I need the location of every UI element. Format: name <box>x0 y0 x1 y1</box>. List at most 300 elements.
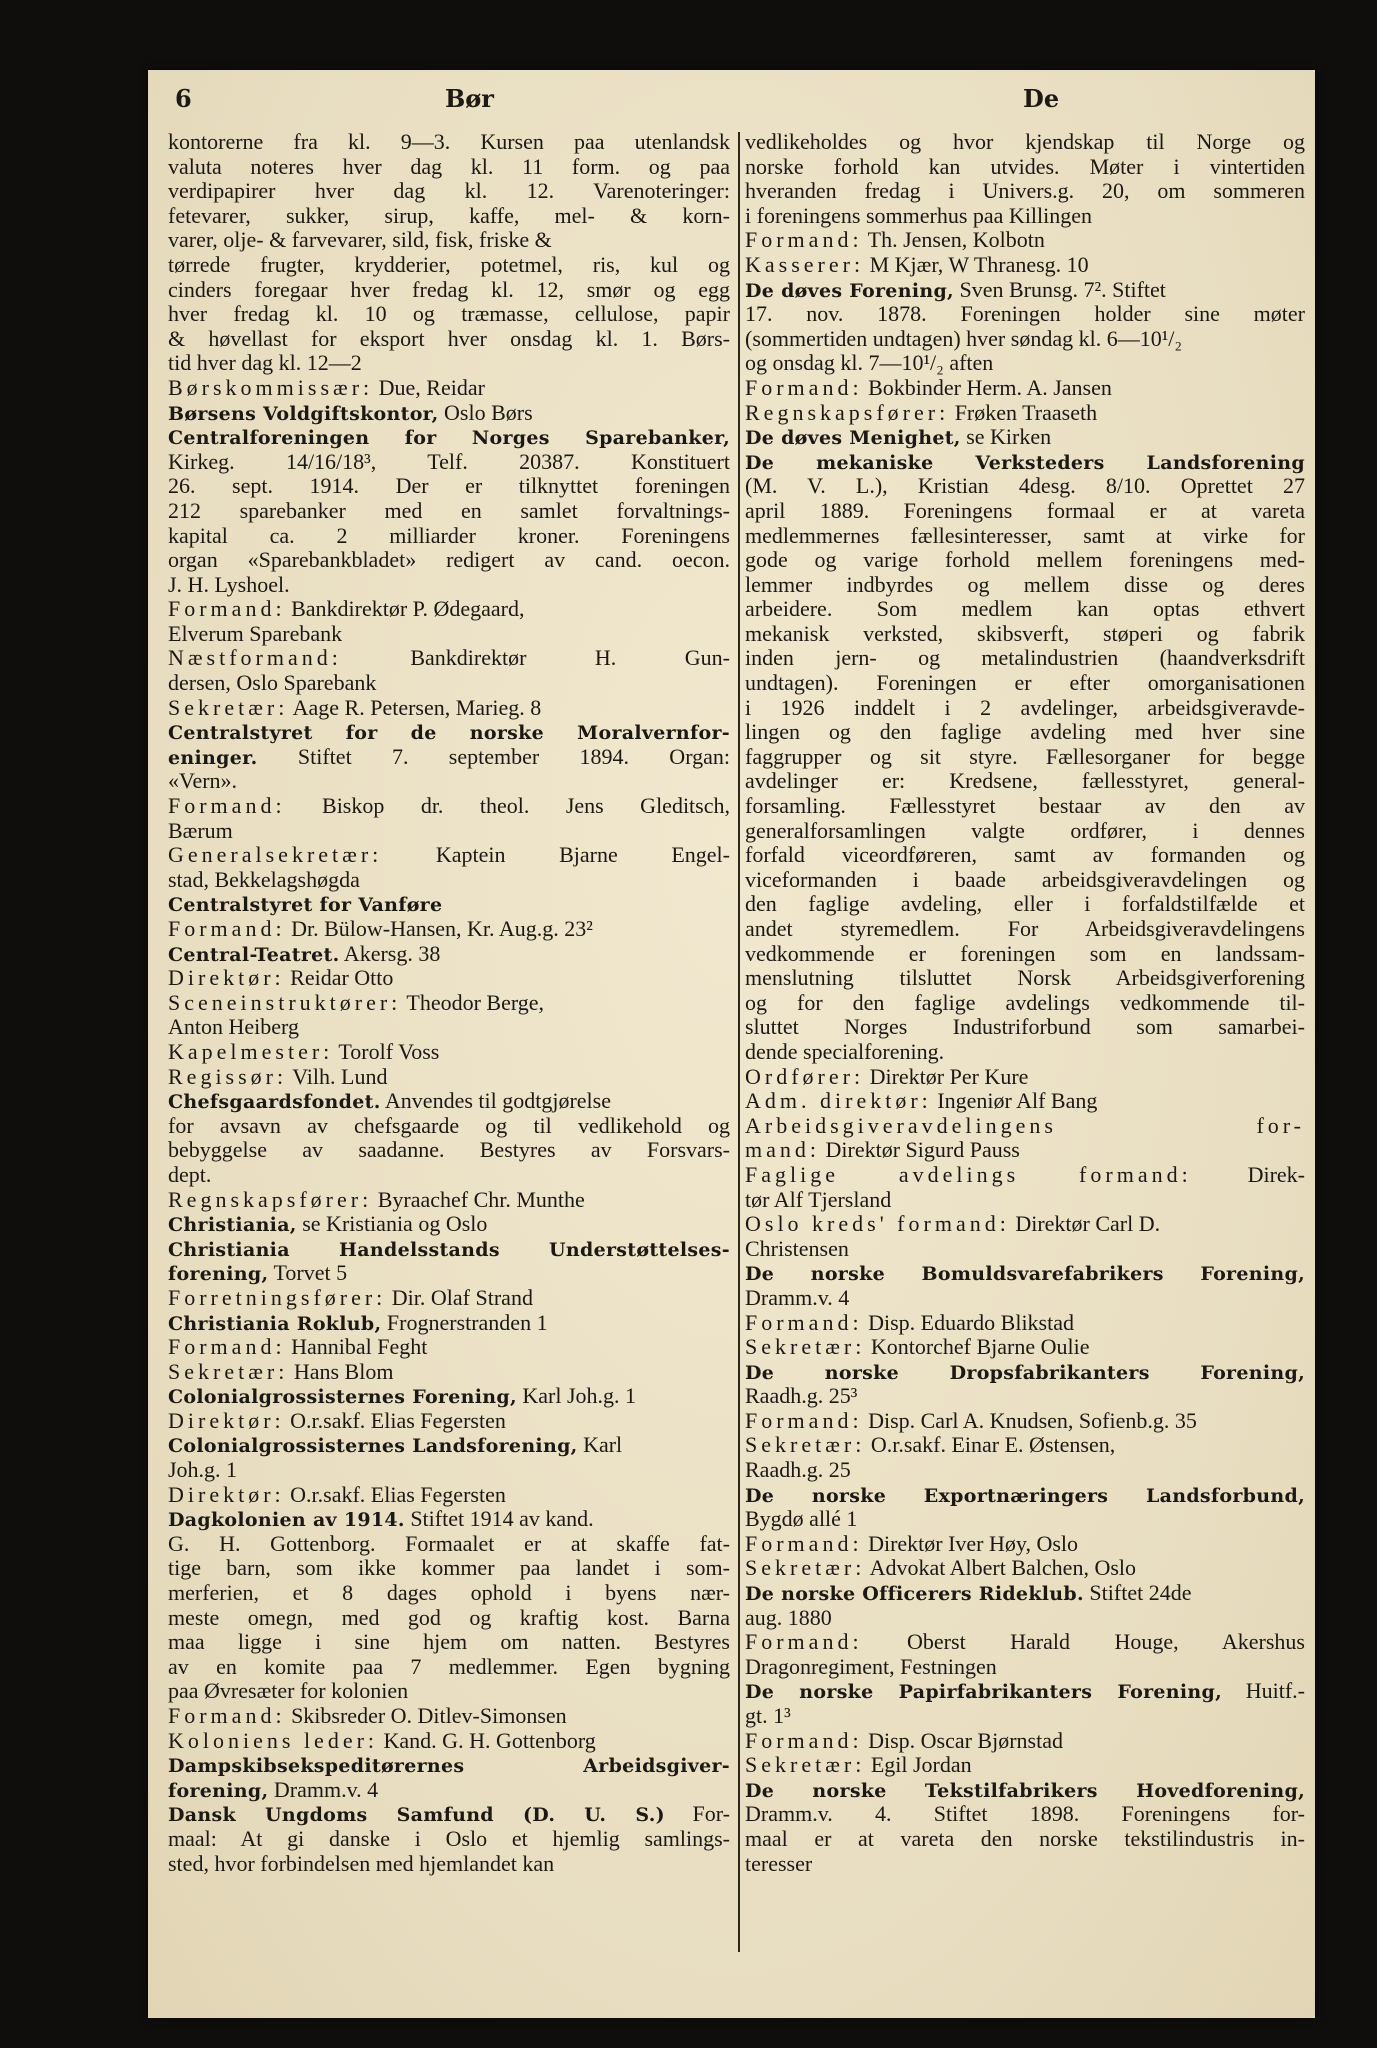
entry-text: Egil Jordan <box>865 1753 972 1778</box>
role-label: Sekretær: <box>745 1433 866 1458</box>
entry-heading: Centralforeningen for Norges Sparebanker, <box>168 427 730 450</box>
entry-text: Direktør Iver Høy, Oslo <box>862 1531 1079 1556</box>
entry-text: gt. 1³ <box>745 1704 791 1728</box>
entry-text: Due, Reidar <box>373 375 485 400</box>
role-label: Næstformand: <box>168 646 342 671</box>
text-line <box>745 1704 1305 1729</box>
entry-text: Huitf.- <box>1222 1679 1305 1704</box>
entry-text: Disp. Carl A. Knudsen, Sofienb.g. 35 <box>862 1408 1197 1433</box>
text-line <box>168 1335 730 1360</box>
role-label: Formand: <box>745 1728 863 1753</box>
text-line <box>168 573 730 598</box>
text-line <box>168 1261 730 1286</box>
text-line <box>745 991 1305 1016</box>
entry-text: Theodor Berge, <box>401 990 545 1015</box>
text-line <box>168 1138 730 1163</box>
entry-text: Dr. Bülow-Hansen, Kr. Aug.g. 23² <box>285 917 593 941</box>
text-line <box>168 474 730 499</box>
entry-text: maal: At gi danske i Oslo et hjemlig samlings- <box>168 1826 730 1851</box>
entry-heading: Christiania, <box>168 1214 297 1237</box>
role-label: Formand: <box>168 917 286 941</box>
text-line <box>745 1212 1305 1237</box>
role-label: Kasserer: <box>745 252 865 277</box>
entry-text: verdipapirer hver dag kl. 12. Varenoteringer: <box>168 179 730 204</box>
entry-text: Dir. Olaf Strand <box>386 1285 533 1310</box>
entry-text: medlemmernes fællesinteresser, samt at virke for <box>745 523 1305 548</box>
text-line <box>745 646 1305 671</box>
role-label: Formand: <box>745 1531 863 1556</box>
entry-text: Karl <box>577 1433 623 1458</box>
text-line <box>168 819 730 844</box>
entry-text: Anton Heiberg <box>168 1015 299 1040</box>
entry-text: Torolf Voss <box>333 1039 440 1064</box>
entry-text: sluttet Norges Industriforbund som samarbei- <box>745 1015 1305 1040</box>
entry-text: merferien, et 8 dages ophold i byens nær- <box>168 1581 730 1606</box>
text-line <box>745 843 1305 868</box>
entry-text: maal er at vareta den norske tekstilindustris in- <box>745 1826 1305 1851</box>
entry-text: mekanisk verksted, skibsverft, støperi og fabrik <box>745 621 1305 646</box>
entry-text: maa ligge i sine hjem om natten. Bestyres <box>168 1630 730 1655</box>
entry-text: Ingeniør Alf Bang <box>931 1089 1098 1114</box>
entry-text: Elverum Sparebank <box>168 621 343 646</box>
entry-text: teresser <box>745 1851 813 1876</box>
entry-text: Raadh.g. 25³ <box>745 1384 858 1409</box>
text-line <box>168 1040 730 1065</box>
text-line <box>745 622 1305 647</box>
entry-heading: De norske Tekstilfabrikers Hovedforening, <box>745 1779 1305 1802</box>
text-line <box>168 278 730 303</box>
entry-text: Christensen <box>745 1236 849 1261</box>
role-label: Formand: <box>745 1310 863 1335</box>
entry-heading: De norske Dropsfabrikanters Forening, <box>745 1361 1305 1384</box>
entry-text: Anvendes til godtgjørelse <box>380 1089 611 1114</box>
entry-text: Karl Joh.g. 1 <box>516 1384 637 1409</box>
text-line <box>168 1606 730 1631</box>
entry-text: paa Øvresæter for kolonien <box>168 1679 409 1704</box>
text-line <box>168 622 730 647</box>
role-label: Formand: <box>168 794 286 819</box>
entry-heading: Centralstyret for Vanføre <box>168 894 443 917</box>
text-line <box>168 1384 730 1409</box>
entry-text: faggrupper og sit styre. Fællesorganer for begge <box>745 744 1305 769</box>
entry-text: Kand. G. H. Gottenborg <box>378 1728 596 1753</box>
entry-text: Direk- <box>1191 1162 1305 1187</box>
entry-text: stad, Bekkelagshøgda <box>168 867 360 892</box>
role-label: Formand: <box>745 375 863 400</box>
text-line <box>745 1483 1305 1508</box>
entry-text: og onsdag kl. 7—10¹/₂ aften <box>745 351 994 376</box>
text-line <box>168 1630 730 1655</box>
role-label: Formand: <box>168 1704 286 1728</box>
role-label: Direktør: <box>168 1482 285 1507</box>
entry-heading: De norske Bomuldsvarefabrikers Forening, <box>745 1263 1305 1286</box>
text-line <box>168 1409 730 1434</box>
entry-text: Joh.g. 1 <box>168 1458 238 1483</box>
running-header <box>175 84 1300 122</box>
text-line <box>745 1433 1305 1458</box>
role-label: Generalsekretær: <box>168 843 383 868</box>
text-line <box>745 253 1305 278</box>
entry-text: Dragonregiment, Festningen <box>745 1654 997 1679</box>
entry-text: (M. V. L.), Kristian 4desg. 8/10. Oprettet 27 <box>745 474 1305 499</box>
text-line <box>745 1286 1305 1311</box>
entry-text: den faglige avdeling, eller i forfaldstilfælde et <box>745 892 1305 917</box>
entry-text: J. H. Lyshoel. <box>168 572 290 597</box>
entry-text: forfald viceordføreren, samt av formanden og <box>745 843 1305 868</box>
entry-text: Dramm.v. 4 <box>268 1777 379 1802</box>
role-label: Direktør: <box>168 966 285 991</box>
text-line <box>745 1311 1305 1336</box>
text-line <box>745 1458 1305 1483</box>
entry-heading: De døves Menighet, <box>745 427 961 450</box>
role-label: mand: <box>745 1138 820 1163</box>
text-line <box>745 1655 1305 1680</box>
entry-text: sted, hvor forbindelsen med hjemlandet kan <box>168 1851 555 1876</box>
text-line <box>168 1802 730 1827</box>
entry-text: april 1889. Foreningens formaal er at vareta <box>745 498 1305 523</box>
text-line <box>168 917 730 942</box>
entry-heading: Dansk Ungdoms Samfund (D. U. S.) <box>168 1804 665 1827</box>
entry-heading: Christiania Roklub, <box>168 1312 382 1335</box>
text-line <box>745 1679 1305 1704</box>
text-line <box>168 671 730 696</box>
text-line <box>168 155 730 180</box>
role-label: Børskommissær: <box>168 375 374 400</box>
text-line <box>745 1360 1305 1385</box>
text-line <box>168 1729 730 1754</box>
entry-heading: Central-Teatret. <box>168 943 340 966</box>
text-line <box>745 745 1305 770</box>
entry-heading: Chefsgaardsfondet. <box>168 1091 381 1114</box>
text-line <box>168 1188 730 1213</box>
entry-text: Skibsreder O. Ditlev-Simonsen <box>285 1704 567 1728</box>
role-label: Adm. direktør: <box>745 1089 932 1114</box>
entry-text: Stiftet 7. september 1894. Organ: <box>257 744 730 769</box>
entry-text: tige barn, som ikke kommer paa landet i som- <box>168 1556 730 1581</box>
text-line <box>745 130 1305 155</box>
role-label: Regnskapsfører: <box>168 1187 373 1212</box>
entry-text: gode og varige forhold mellem foreningens med- <box>745 548 1305 573</box>
text-line <box>168 892 730 917</box>
text-line <box>745 327 1305 352</box>
text-line <box>168 646 730 671</box>
text-line <box>745 1237 1305 1262</box>
text-line <box>168 253 730 278</box>
entry-text: O.r.sakf. Elias Fegersten <box>284 1482 506 1507</box>
text-line <box>168 1360 730 1385</box>
text-line <box>168 1089 730 1114</box>
text-line <box>168 1212 730 1237</box>
entry-text: (sommertiden undtagen) hver søndag kl. 6—10¹/₂ <box>745 326 1183 351</box>
text-line <box>168 991 730 1016</box>
text-line <box>168 868 730 893</box>
text-line <box>168 942 730 967</box>
entry-heading: Dampskibsekspeditørernes Arbeidsgiver- <box>168 1755 730 1778</box>
text-line <box>168 1753 730 1778</box>
text-line <box>745 278 1305 303</box>
role-label: Kapelmester: <box>168 1039 334 1064</box>
text-line <box>745 1163 1305 1188</box>
entry-heading: forening, <box>168 1263 269 1286</box>
entry-text: hver fredag kl. 10 og træmasse, cellulose, papir <box>168 302 730 327</box>
entry-text: Torvet 5 <box>268 1261 348 1286</box>
entry-text: tør Alf Tjersland <box>745 1187 892 1212</box>
role-label: Regnskapsfører: <box>745 400 950 425</box>
text-line <box>745 474 1305 499</box>
entry-text: lingen og den faglige avdeling med hver sine <box>745 720 1305 745</box>
entry-text: og for den faglige avdelings vedkommende til- <box>745 990 1305 1015</box>
role-label: Sceneinstruktører: <box>168 990 402 1015</box>
entry-text: Th. Jensen, Kolbotn <box>862 228 1045 253</box>
text-line <box>168 425 730 450</box>
entry-text: vedkommende er foreningen som en landssam- <box>745 941 1305 966</box>
text-line <box>745 1753 1305 1778</box>
entry-text: Bankdirektør H. Gun- <box>341 646 730 671</box>
entry-text: aug. 1880 <box>745 1605 832 1630</box>
text-line <box>168 1827 730 1852</box>
role-label: Formand: <box>745 1408 863 1433</box>
text-line <box>745 671 1305 696</box>
entry-text: & høvellast for eksport hver onsdag kl. 1. Børs- <box>168 326 730 351</box>
entry-text: O.r.sakf. Einar E. Østensen, <box>865 1433 1116 1458</box>
text-line <box>168 597 730 622</box>
right-column <box>745 130 1305 1876</box>
text-line <box>745 819 1305 844</box>
role-label: Sekretær: <box>168 1359 289 1384</box>
entry-text: Disp. Eduardo Blikstad <box>862 1310 1074 1335</box>
entry-text: fetevarer, sukker, sirup, kaffe, mel- & korn- <box>168 203 730 228</box>
text-line <box>168 745 730 770</box>
text-line <box>168 499 730 524</box>
entry-text: Bankdirektør P. Ødegaard, <box>285 597 525 622</box>
entry-heading: De norske Officerers Rideklub. <box>745 1583 1084 1606</box>
text-line <box>745 425 1305 450</box>
text-line <box>745 1827 1305 1852</box>
text-line <box>168 1458 730 1483</box>
text-line <box>168 524 730 549</box>
text-line <box>745 1606 1305 1631</box>
entry-text: G. H. Gottenborg. Formaalet er at skaffe fat- <box>168 1531 730 1556</box>
text-line <box>168 794 730 819</box>
text-line <box>745 1409 1305 1434</box>
entry-text: Advokat Albert Balchen, Oslo <box>865 1556 1137 1581</box>
text-line <box>168 1237 730 1262</box>
column-divider <box>738 132 740 1952</box>
entry-text: Stiftet 1914 av kand. <box>404 1507 594 1532</box>
entry-text: av en komite paa 7 medlemmer. Egen bygning <box>168 1654 730 1679</box>
entry-text: norske forhold kan utvides. Møter i vintertiden <box>745 154 1305 179</box>
entry-text: «Vern». <box>168 769 238 794</box>
entry-text: Stiftet 24de <box>1083 1581 1192 1606</box>
text-line <box>745 966 1305 991</box>
entry-text: meste omegn, med god og kraftig kost. Barna <box>168 1605 730 1630</box>
entry-text: tørrede frugter, krydderier, potetmel, ris, kul og <box>168 252 730 277</box>
text-line <box>168 548 730 573</box>
text-line <box>745 769 1305 794</box>
text-line <box>745 1630 1305 1655</box>
text-line <box>168 1581 730 1606</box>
left-column <box>168 130 730 1876</box>
entry-text: 212 sparebanker med en samlet forvaltnings- <box>168 498 730 523</box>
text-line <box>745 1261 1305 1286</box>
entry-heading: Centralstyret for de norske Moralvernfor- <box>168 722 730 745</box>
text-line <box>745 942 1305 967</box>
text-line <box>745 450 1305 475</box>
role-label: Arbeidsgiveravdelingens for- <box>745 1113 1305 1138</box>
text-line <box>168 1433 730 1458</box>
entry-text: Kontorchef Bjarne Oulie <box>865 1335 1090 1360</box>
text-line <box>168 1556 730 1581</box>
entry-text: Byraachef Chr. Munthe <box>372 1187 585 1212</box>
role-label: Regissør: <box>168 1064 288 1089</box>
entry-text: M Kjær, W Thranesg. 10 <box>864 252 1089 277</box>
entry-text: Disp. Oscar Bjørnstad <box>862 1728 1063 1753</box>
entry-text: tid hver dag kl. 12—2 <box>168 351 362 376</box>
role-label: Koloniens leder: <box>168 1728 379 1753</box>
text-line <box>745 917 1305 942</box>
entry-heading: Dagkolonien av 1914. <box>168 1509 405 1532</box>
text-line <box>168 1114 730 1139</box>
entry-heading: Colonialgrossisternes Forening, <box>168 1386 517 1409</box>
entry-text: vedlikeholdes og hvor kjendskap til Norge og <box>745 130 1305 154</box>
text-line <box>168 376 730 401</box>
text-line <box>168 843 730 868</box>
role-label: Sekretær: <box>745 1335 866 1360</box>
text-line <box>745 1040 1305 1065</box>
left-running-head: Bør <box>445 84 494 113</box>
text-line <box>745 302 1305 327</box>
entry-text: for avsavn av chefsgaarde og til vedlikehold og <box>168 1113 730 1138</box>
role-label: Sekretær: <box>168 695 289 720</box>
text-line <box>745 1852 1305 1877</box>
text-line <box>168 1532 730 1557</box>
text-line <box>745 376 1305 401</box>
entry-text: Bærum <box>168 818 233 843</box>
entry-heading: forening, <box>168 1779 269 1802</box>
role-label: Forretningsfører: <box>168 1285 387 1310</box>
entry-text: Dramm.v. 4. Stiftet 1898. Foreningens for- <box>745 1802 1305 1827</box>
role-label: Formand: <box>168 597 286 622</box>
entry-heading: De norske Exportnæringers Landsforbund, <box>745 1484 1305 1507</box>
entry-text: Direktør Per Kure <box>864 1064 1029 1089</box>
entry-text: forsamling. Fællesstyret bestaar av den av <box>745 794 1305 819</box>
entry-text: bebyggelse av saadanne. Bestyres av Forsvars- <box>168 1138 730 1163</box>
text-line <box>745 499 1305 524</box>
role-label: Formand: <box>745 1630 863 1655</box>
entry-text: se Kristiania og Oslo <box>296 1212 488 1237</box>
text-line <box>168 769 730 794</box>
entry-text: Bygdø allé 1 <box>745 1507 858 1532</box>
entry-text: Direktør Sigurd Pauss <box>820 1138 1020 1163</box>
entry-text: Raadh.g. 25 <box>745 1458 851 1483</box>
entry-text: Kaptein Bjarne Engel- <box>382 843 730 868</box>
role-label: Sekretær: <box>745 1753 866 1778</box>
role-label: Direktør: <box>168 1408 285 1433</box>
text-line <box>745 1188 1305 1213</box>
text-line <box>745 1581 1305 1606</box>
text-line <box>168 179 730 204</box>
entry-text: viceformanden i baade arbeidsgiveravdelingen og <box>745 867 1305 892</box>
text-line <box>168 1483 730 1508</box>
text-line <box>168 1507 730 1532</box>
entry-text: cinders foregaar hver fredag kl. 12, smør og egg <box>168 277 730 302</box>
text-line <box>745 720 1305 745</box>
entry-heading: Colonialgrossisternes Landsforening, <box>168 1435 578 1458</box>
entry-text: i foreningens sommerhus paa Killingen <box>745 203 1093 228</box>
role-label: Formand: <box>168 1335 286 1360</box>
entry-text: Hannibal Feght <box>285 1335 428 1360</box>
entry-text: 17. nov. 1878. Foreningen holder sine møter <box>745 302 1305 327</box>
text-line <box>745 1802 1305 1827</box>
text-line <box>745 524 1305 549</box>
text-line <box>168 1163 730 1188</box>
entry-text: 26. sept. 1914. Der er tilknyttet foreningen <box>168 474 730 499</box>
entry-text: Dramm.v. 4 <box>745 1285 850 1310</box>
entry-heading: Christiania Handelsstands Understøttelses- <box>168 1238 730 1261</box>
text-line <box>168 1065 730 1090</box>
text-line <box>168 302 730 327</box>
text-line <box>745 1532 1305 1557</box>
text-line <box>745 1556 1305 1581</box>
entry-text: Akersg. 38 <box>339 941 441 966</box>
entry-text: varer, olje- & farvevarer, sild, fisk, friske & <box>168 228 552 253</box>
text-line <box>745 228 1305 253</box>
entry-text: arbeidere. Som medlem kan optas ethvert <box>745 597 1305 622</box>
text-line <box>745 351 1305 376</box>
text-line <box>745 179 1305 204</box>
text-line <box>745 1729 1305 1754</box>
text-line <box>745 597 1305 622</box>
role-label: Sekretær: <box>745 1556 866 1581</box>
entry-heading: De mekaniske Verksteders Landsforening <box>745 451 1305 474</box>
text-line <box>168 228 730 253</box>
text-line <box>745 155 1305 180</box>
entry-text: valuta noteres hver dag kl. 11 form. og paa <box>168 154 730 179</box>
entry-text: lemmer indbyrdes og mellem disse og deres <box>745 572 1305 597</box>
text-line <box>168 327 730 352</box>
text-line <box>745 1335 1305 1360</box>
entry-text: avdelinger er: Kredsene, fællesstyret, general- <box>745 769 1305 794</box>
role-label: Oslo kreds' formand: <box>745 1212 1010 1237</box>
text-line <box>168 1015 730 1040</box>
entry-text: Biskop dr. theol. Jens Gleditsch, <box>285 794 730 819</box>
text-line <box>168 1655 730 1680</box>
entry-text: generalforsamlingen valgte ordfører, i dennes <box>745 818 1305 843</box>
entry-text: Kirkeg. 14/16/18³, Telf. 20387. Konstituert <box>168 449 730 474</box>
text-line <box>168 696 730 721</box>
entry-heading: De norske Papirfabrikanters Forening, <box>745 1681 1223 1704</box>
entry-text: Oslo Børs <box>438 400 533 425</box>
entry-text: Aage R. Petersen, Marieg. 8 <box>288 695 542 720</box>
entry-text: Vilh. Lund <box>287 1064 388 1089</box>
text-line <box>745 1114 1305 1139</box>
text-line <box>168 204 730 229</box>
text-line <box>745 794 1305 819</box>
text-line <box>745 204 1305 229</box>
entry-text: andet styremedlem. For Arbeidsgiveravdelingens <box>745 917 1305 941</box>
entry-text: menslutning tilsluttet Norsk Arbeidsgiverforening <box>745 966 1305 991</box>
entry-text: Oberst Harald Houge, Akershus <box>862 1630 1305 1655</box>
text-line <box>168 401 730 426</box>
text-line <box>745 696 1305 721</box>
text-line <box>745 573 1305 598</box>
text-line <box>168 720 730 745</box>
text-line <box>745 1507 1305 1532</box>
text-line <box>745 1089 1305 1114</box>
entry-heading: Børsens Voldgiftskontor, <box>168 402 439 425</box>
text-line <box>745 1065 1305 1090</box>
role-label: Formand: <box>745 228 863 253</box>
